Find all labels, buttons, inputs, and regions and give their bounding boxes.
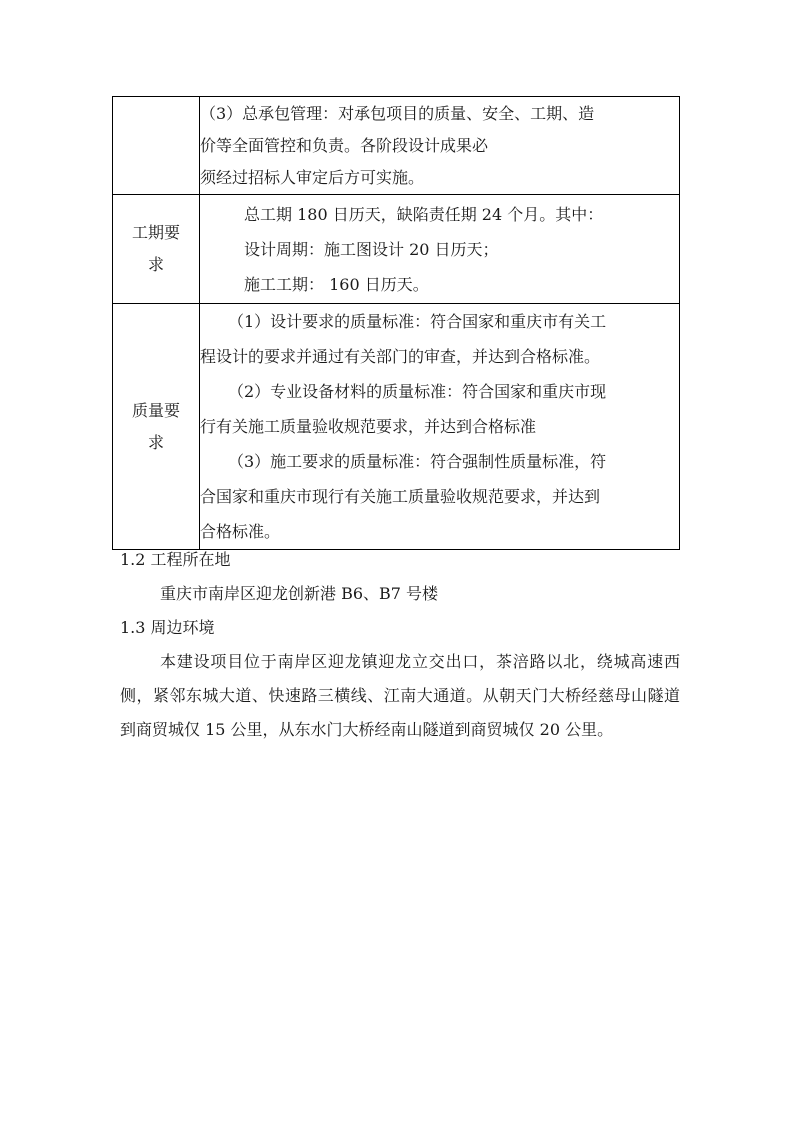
row-content-schedule — [200, 195, 680, 304]
schedule-line-1: 总工期 180 日历天，缺陷责任期 24 个月。其中： — [244, 204, 604, 224]
schedule-line-2: 设计周期：施工图设计 20 日历天； — [244, 239, 499, 259]
quality-line-2: 程设计的要求并通过有关部门的审查，并达到合格标准。 — [200, 347, 601, 366]
table-row-management — [113, 97, 680, 195]
schedule-label-line-1: 工期要 — [131, 223, 180, 242]
schedule-label-line-2: 求 — [147, 255, 164, 274]
section-1-3-heading — [120, 611, 680, 645]
row-label-schedule — [113, 195, 200, 304]
surroundings-paragraph — [120, 645, 680, 747]
section-heading: 1.2 工程所在地 — [120, 550, 231, 569]
surroundings-line-1: 本建设项目位于南岸区迎龙镇迎龙立交出口，茶涪路以北，绕城 — [160, 652, 631, 671]
surroundings-line-4: 贸城仅 20 公里。 — [486, 720, 614, 739]
quality-line-1: （1）设计要求的质量标准：符合国家和重庆市有关工 — [228, 312, 607, 331]
quality-label-line-1: 质量要 — [131, 400, 180, 420]
surroundings-line-3: 桥经慈母山隧道到商贸城仅 15 公里，从东水门大桥经南山隧道到商 — [120, 686, 680, 739]
section-1-2-heading — [120, 543, 680, 577]
quality-line-5: （3）施工要求的质量标准：符合强制性质量标准，符 — [228, 452, 607, 471]
schedule-line-3: 施工工期： 160 日历天。 — [244, 274, 429, 294]
location-text: 重庆市南岸区迎龙创新港 B6、B7 号楼 — [160, 584, 439, 603]
table-row-quality — [113, 304, 680, 550]
surroundings-line-2: 高速西侧，紧邻东城大道、快速路三横线、江南大通道。从朝天门大 — [120, 652, 680, 705]
quality-line-7: 合格标准。 — [200, 522, 281, 541]
management-line-3: 须经过招标人审定后方可实施。 — [200, 167, 425, 187]
management-line-2: 价等全面管控和负责。各阶段设计成果必 — [200, 135, 489, 155]
quality-label-line-2: 求 — [147, 432, 164, 452]
section-1-2-body — [120, 577, 680, 611]
management-line-1: （3）总承包管理：对承包项目的质量、安全、工期、造 — [200, 103, 595, 123]
quality-line-6: 合国家和重庆市现行有关施工质量验收规范要求，并达到 — [200, 487, 601, 506]
table-row-schedule — [113, 195, 680, 304]
row-content-management — [200, 97, 680, 195]
requirements-table — [112, 96, 680, 550]
quality-line-4: 行有关施工质量验收规范要求，并达到合格标准 — [200, 417, 537, 436]
quality-line-3: （2）专业设备材料的质量标准：符合国家和重庆市现 — [228, 382, 607, 401]
section-1-3-body — [120, 645, 680, 747]
section-heading: 1.3 周边环境 — [120, 618, 215, 637]
row-label-quality — [113, 304, 200, 550]
row-content-quality — [200, 304, 680, 550]
row-label-empty — [113, 97, 200, 195]
